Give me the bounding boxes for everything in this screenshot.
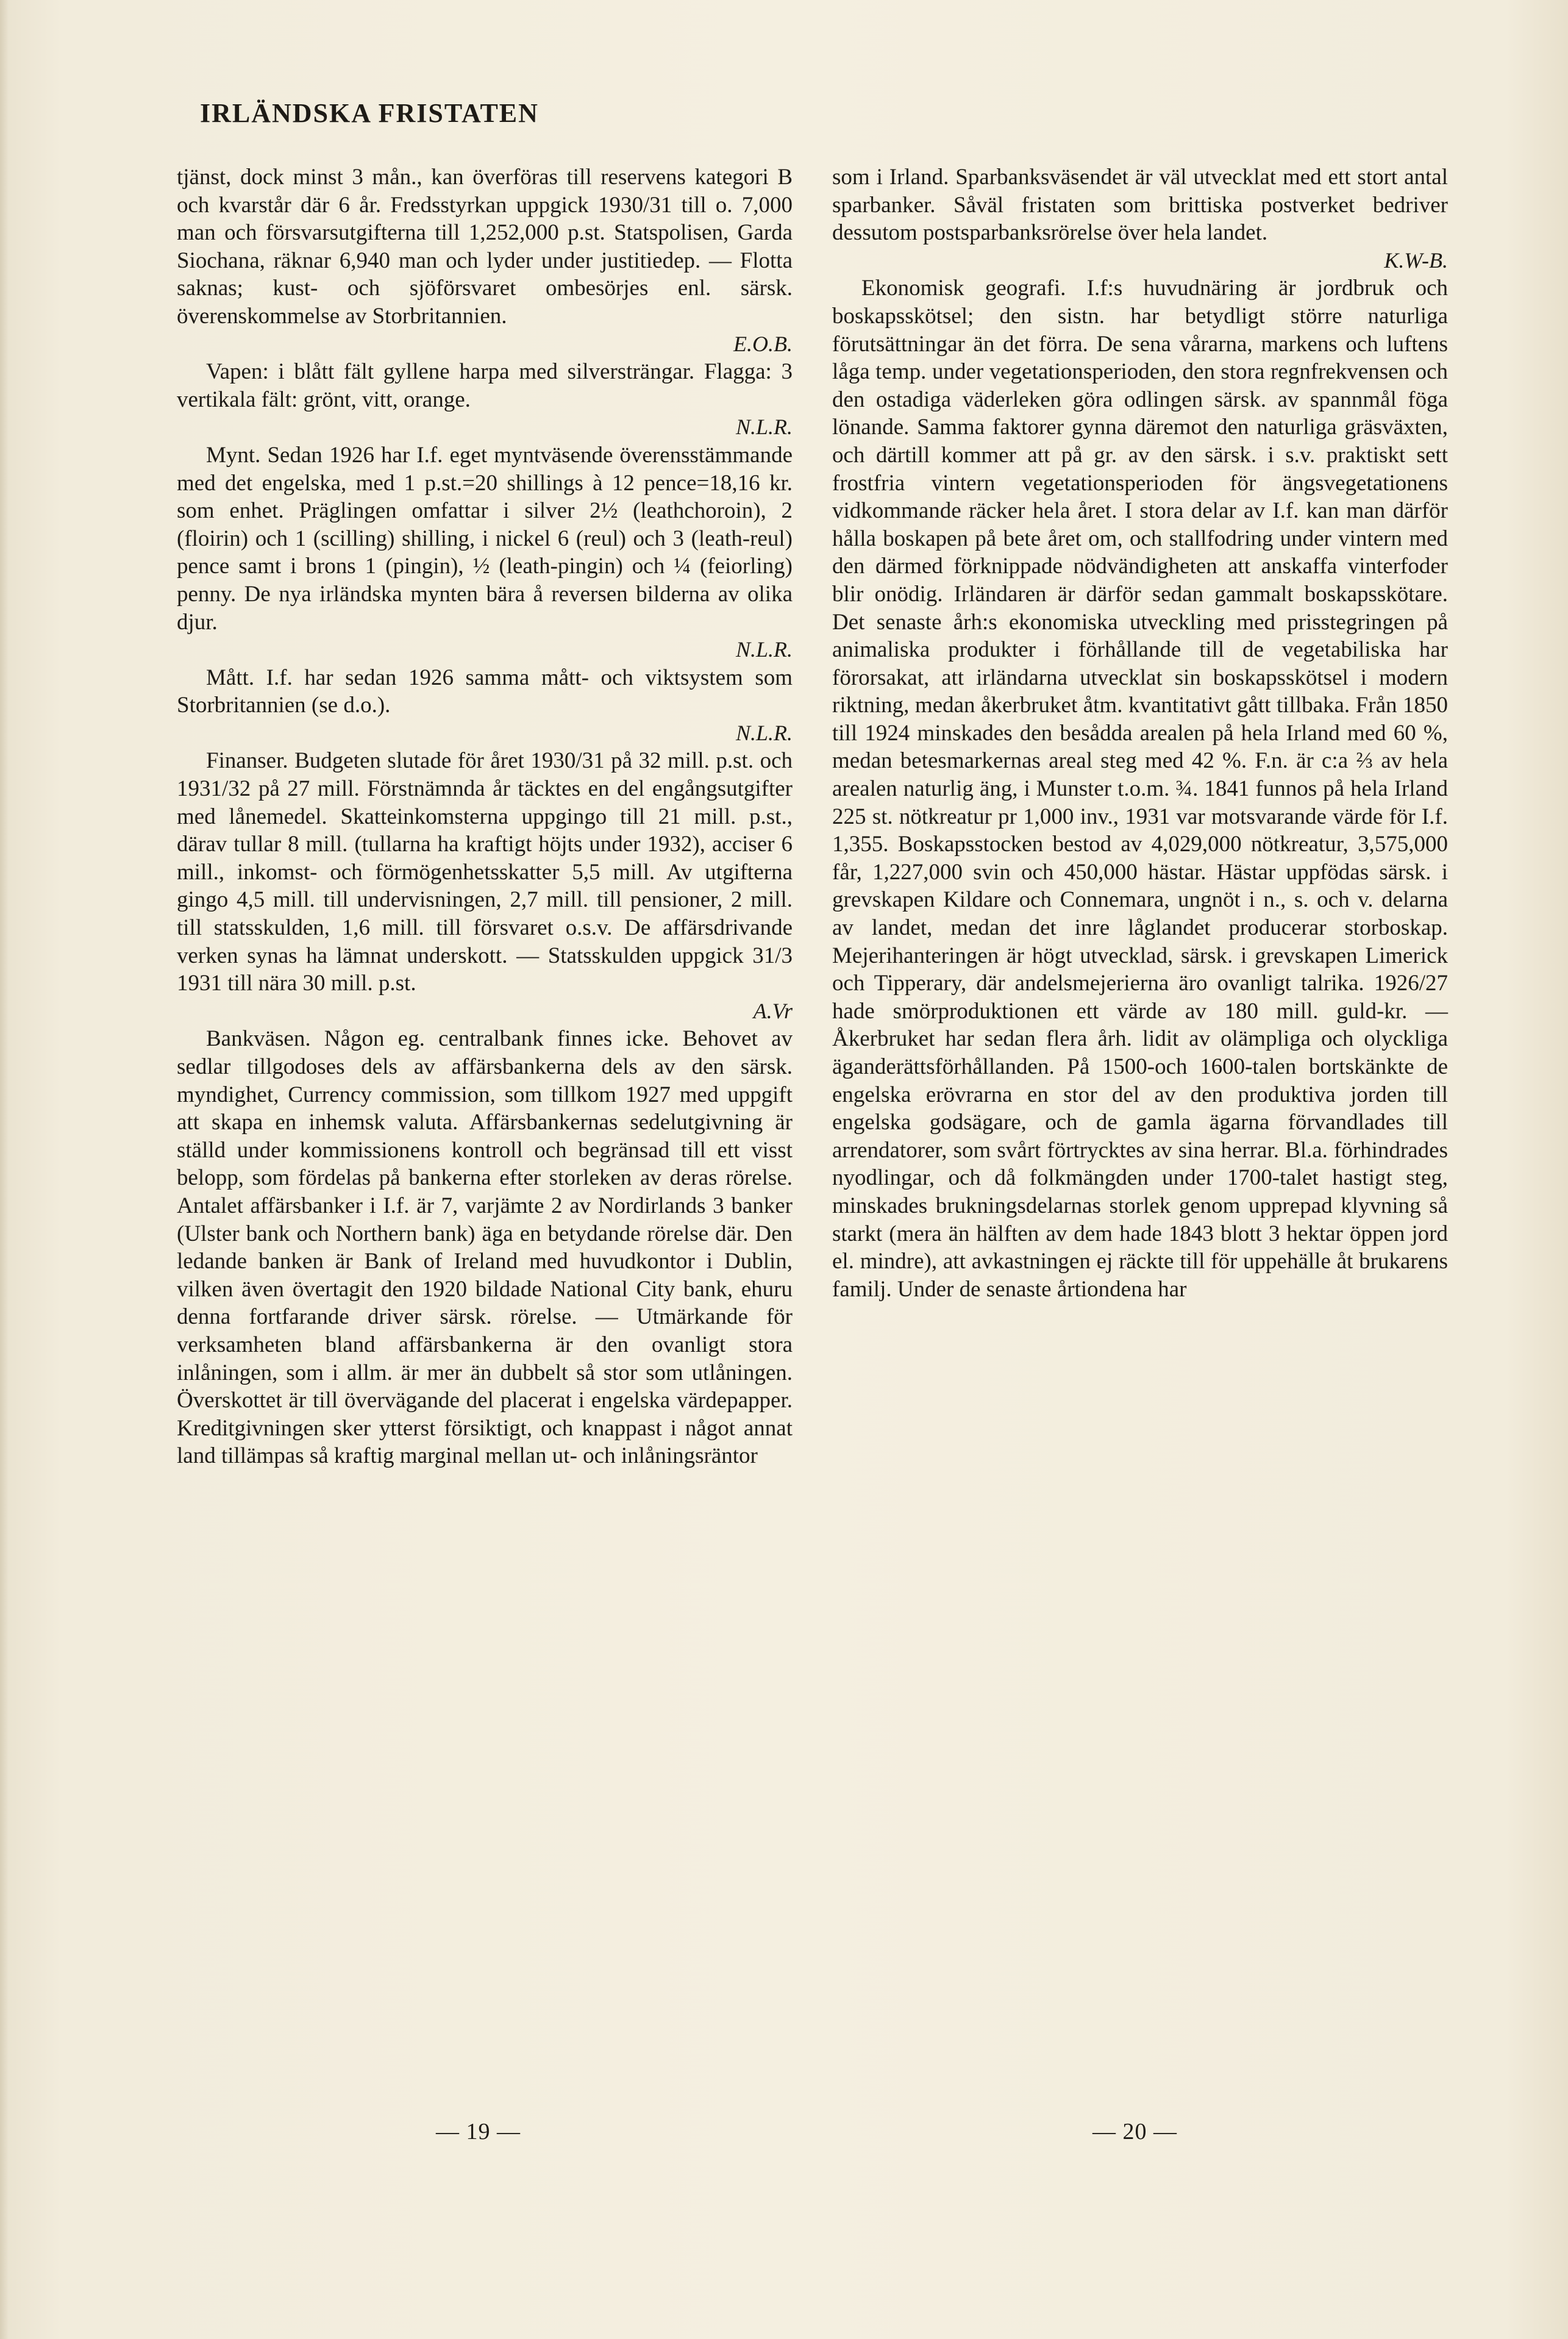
page-number-right: — 20 — — [1092, 2119, 1177, 2144]
paragraph: Mynt. Sedan 1926 har I.f. eget myntväsende överensstämmande med det engelska, med 1 p.st.=20 shillings à 12 pence=18,16 kr. som enhet. Präglingen omfattar i silver 2½ (leathchoroin), 2 (floirin) och 1 (scilling) shilling, i nickel 6 (reul) och 3 (leath-reul) pence samt i brons 1 (pingin), ½ (leath-pingin) och ¼ (feiorling) penny. De nya irländska mynten bära å reversen bilderna av olika djur. — [177, 442, 793, 635]
author-signature: K.W-B. — [1384, 248, 1448, 273]
paragraph: Vapen: i blått fält gyllene harpa med silversträngar. Flagga: 3 vertikala fält: grönt, vitt, orange. — [177, 359, 793, 412]
left-column — [177, 163, 793, 1470]
page-title: IRLÄNDSKA FRISTATEN — [200, 98, 539, 128]
paragraph: Mått. I.f. har sedan 1926 samma mått- och viktsystem som Storbritannien (se d.o.). — [177, 665, 793, 718]
author-signature: N.L.R. — [735, 637, 793, 662]
author-signature: A.Vr — [753, 998, 793, 1023]
paragraph: som i Irland. Sparbanksväsendet är väl utvecklat med ett stort antal sparbanker. Såväl fristaten som brittiska postverket bedriver dessutom postsparbanksrörelse över hela landet. — [832, 165, 1448, 246]
paragraph: Bankväsen. Någon eg. centralbank finnes icke. Behovet av sedlar tillgodoses dels av affärsbankerna dels av den särsk. myndighet, Currency commission, som tillkom 1927 med uppgift att skapa en inhemsk valuta. Affärsbankernas sedelutgivning är ställd under kommissionens kontroll och begränsad till ett visst belopp, som fördelas på bankerna efter storleken av deras rörelse. Antalet affärsbanker i I.f. är 7, varjämte 2 av Nordirlands 3 banker (Ulster bank och Northern bank) äga en betydande rörelse där. Den ledande banken är Bank of Ireland med huvudkontor i Dublin, vilken även övertagit den 1920 bildade National City bank, ehuru denna fortfarande driver särsk. rörelse. — Utmärkande för verksamheten bland affärsbankerna är den ovanligt stora inlåningen, som i allm. är mer än dubbelt så stor som utlåningen. Överskottet är till övervägande del placerat i engelska värdepapper. Kreditgivningen sker ytterst försiktigt, och knappast i något annat land tillämpas så kraftig marginal mellan ut- och inlåningsräntor — [177, 1026, 793, 1469]
right-column — [832, 163, 1448, 1303]
paragraph: Finanser. Budgeten slutade för året 1930/31 på 32 mill. p.st. och 1931/32 på 27 mill. Förstnämnda år täcktes en del engångsutgifter med lånemedel. Skatteinkomsterna uppgingo till 21 mill. p.st., därav tullar 8 mill. (tullarna ha kraftigt höjts under 1932), acciser 6 mill., inkomst- och förmögenhetsskatter 5,5 mill. Av utgifterna gingo 4,5 mill. till undervisningen, 2,7 mill. till pensioner, 2 mill. till statsskulden, 1,6 mill. till försvaret o.s.v. De affärsdrivande verken synas ha lämnat underskott. — Statsskulden uppgick 31/3 1931 till nära 30 mill. p.st. — [177, 748, 793, 996]
page-edge-shadow — [0, 0, 9, 2339]
author-signature: E.O.B. — [733, 331, 793, 356]
paragraph: tjänst, dock minst 3 mån., kan överföras till reservens kategori B och kvarstår där 6 år. Fredsstyrkan uppgick 1930/31 till o. 7,000 man och försvarsutgifterna till 1,252,000 p.st. Statspolisen, Garda Siochana, räknar 6,940 man och lyder under justitiedep. — Flotta saknas; kust- och sjöförsvaret ombesörjes enl. särsk. överenskommelse av Storbritannien. — [177, 165, 793, 329]
page-number-left: — 19 — — [436, 2119, 521, 2144]
author-signature: N.L.R. — [735, 415, 793, 440]
paragraph: Ekonomisk geografi. I.f:s huvudnäring är jordbruk och boskapsskötsel; den sistn. har betydligt större naturliga förutsättningar än det förra. De sena vårarna, markens och luftens låga temp. under vegetationsperioden, den stora regnfrekvensen och den ostadiga väderleken göra odlingen särsk. av spannmål föga lönande. Samma faktorer gynna däremot den naturliga gräsväxten, och därtill kommer att på gr. av den särsk. i s.v. praktiskt sett frostfria vintern vegetationsperioden för ängsvegetationens vidkommande räcker hela året. I stora delar av I.f. kan man därför hålla boskapen på bete året om, och stallfodring under vintern med den därmed förknippade nödvändigheten att anskaffa vinterfoder blir onödig. Irländaren är därför sedan gammalt boskapsskötare. Det senaste årh:s ekonomiska utveckling med prisstegringen på animaliska produkter i förhållande till de vegetabiliska har förorsakat, att irländarna utvecklat sin boskapsskötsel i modern riktning, medan åkerbruket åtm. kvantitativt gått tillbaka. Från 1850 till 1924 minskades den besådda arealen på hela Irland med 60 %, medan betesmarkernas areal steg med 42 %. F.n. är c:a ⅔ av hela arealen naturlig äng, i Munster t.o.m. ¾. 1841 funnos på hela Irland 225 st. nötkreatur pr 1,000 inv., 1931 var motsvarande värde för I.f. 1,355. Boskapsstocken bestod av 4,029,000 nötkreatur, 3,575,000 får, 1,227,000 svin och 450,000 hästar. Hästar uppfödas särsk. i grevskapen Kildare och Connemara, ungnöt i n., s. och v. delarna av landet, medan det inre låglandet producerar storboskap. Mejerihanteringen är högt utvecklad, särsk. i grevskapen Limerick och Tipperary, där andelsmejerierna äro ovanligt talrika. 1926/27 hade smörproduktionen ett värde av 180 mill. guld-kr. — Åkerbruket har sedan flera årh. lidit av olämpliga och olyckliga äganderättsförhållanden. På 1500-och 1600-talen bortskänkte de engelska erövrarna en stor del av den produktiva jorden till engelska godsägare, och de gamla ägarna förvandlades till arrendatorer, som svårt förtrycktes av sina herrar. Bl.a. förhindrades nyodlingar, och då folkmängden under 1700-talet hastigt steg, minskades brukningsdelarnas storlek genom upprepad klyvning så starkt (mera än hälften av dem hade 1843 blott 3 hektar öppen jord el. mindre), att avkastningen ej räckte till för uppehälle åt brukarens familj. Under de senaste årtiondena har — [832, 276, 1448, 1302]
author-signature: N.L.R. — [735, 720, 793, 745]
